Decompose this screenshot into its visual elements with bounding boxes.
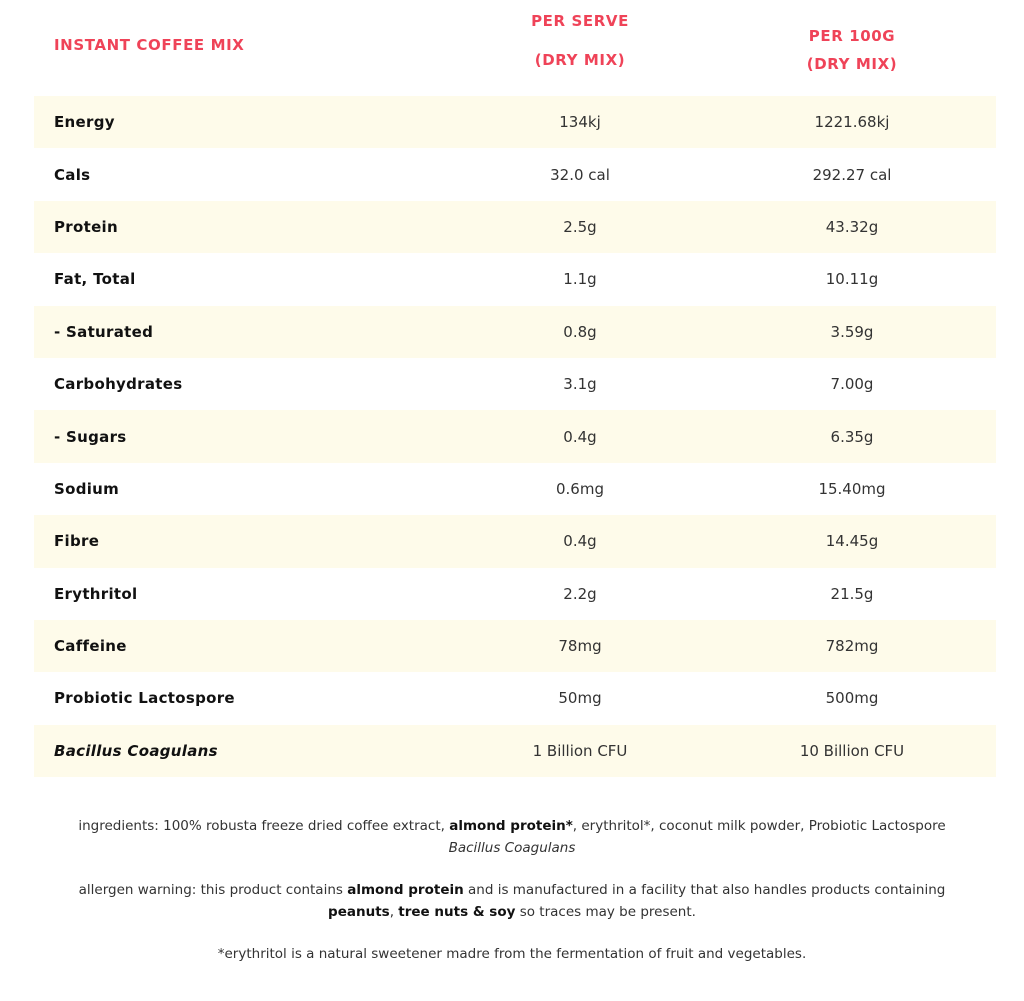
nutrient-name: Caffeine xyxy=(54,637,127,656)
per-serve-value: 0.8g xyxy=(563,322,597,341)
table-row xyxy=(34,410,996,462)
table-row xyxy=(34,148,996,200)
per-100g-value: 43.32g xyxy=(825,217,879,236)
per-100g-value: 292.27 cal xyxy=(812,165,892,184)
per-100g-value: 1221.68kj xyxy=(814,113,890,132)
column-header-per-100g-line1: PER 100G xyxy=(808,27,896,45)
nutrient-name: Erythritol xyxy=(54,584,138,603)
ingredients-middle: , erythritol*, coconut milk powder, Probiotic Lactospore xyxy=(572,818,946,834)
per-100g-value: 782mg xyxy=(825,637,879,656)
per-serve-value: 3.1g xyxy=(563,375,597,394)
nutrient-name: - Sugars xyxy=(54,427,127,446)
table-header xyxy=(34,0,996,96)
ingredients-prefix: ingredients: 100% robusta freeze dried coffee extract, xyxy=(78,818,450,834)
per-serve-value: 0.4g xyxy=(563,427,597,446)
column-header-per-100g-line2: (DRY MIX) xyxy=(806,55,898,73)
per-100g-value: 3.59g xyxy=(830,322,874,341)
table-body xyxy=(34,96,996,777)
table-row xyxy=(34,725,996,777)
ingredients-text xyxy=(24,815,1000,859)
column-header-per-serve xyxy=(480,12,680,69)
nutrient-name: Cals xyxy=(54,165,91,184)
allergen-peanuts: peanuts xyxy=(328,904,390,920)
per-serve-value: 50mg xyxy=(558,689,602,708)
per-serve-value: 0.6mg xyxy=(556,479,604,498)
nutrient-name: Fibre xyxy=(54,532,100,551)
nutrient-name: Sodium xyxy=(54,479,120,498)
per-serve-value: 1 Billion CFU xyxy=(532,741,628,760)
column-header-per-serve-line1: PER SERVE xyxy=(531,12,629,30)
per-100g-value: 6.35g xyxy=(830,427,874,446)
ingredients-bacillus: Bacillus Coagulans xyxy=(448,840,576,856)
per-serve-value: 134kj xyxy=(559,113,601,132)
allergen-warning xyxy=(24,879,1000,923)
per-100g-value: 21.5g xyxy=(830,584,874,603)
column-header-per-100g xyxy=(752,22,952,78)
allergen-middle: and is manufactured in a facility that also handles products containing xyxy=(463,882,946,898)
per-100g-value: 14.45g xyxy=(825,532,879,551)
table-row xyxy=(34,672,996,724)
nutrient-name: Bacillus Coagulans xyxy=(54,741,218,760)
per-serve-value: 0.4g xyxy=(563,532,597,551)
nutrient-name: Carbohydrates xyxy=(54,375,183,394)
per-serve-value: 1.1g xyxy=(563,270,597,289)
table-row xyxy=(34,568,996,620)
allergen-prefix: allergen warning: this product contains xyxy=(78,882,348,898)
table-row xyxy=(34,201,996,253)
allergen-suffix: so traces may be present. xyxy=(515,904,696,920)
table-row xyxy=(34,620,996,672)
table-row xyxy=(34,96,996,148)
per-serve-value: 2.5g xyxy=(563,217,597,236)
per-100g-value: 500mg xyxy=(825,689,879,708)
erythritol-footnote: *erythritol is a natural sweetener madre from the fermentation of fruit and vegetables. xyxy=(217,946,807,962)
per-100g-value: 15.40mg xyxy=(818,479,886,498)
per-100g-value: 7.00g xyxy=(830,375,874,394)
per-100g-value: 10 Billion CFU xyxy=(799,741,905,760)
allergen-almond-protein: almond protein xyxy=(347,882,464,898)
table-row xyxy=(34,306,996,358)
nutrient-name: - Saturated xyxy=(54,322,154,341)
per-100g-value: 10.11g xyxy=(825,270,879,289)
ingredients-almond-protein: almond protein* xyxy=(449,818,573,834)
table-row xyxy=(34,515,996,567)
per-serve-value: 32.0 cal xyxy=(550,165,610,184)
table-row xyxy=(34,463,996,515)
per-serve-value: 78mg xyxy=(558,637,602,656)
allergen-tree-nuts-soy: tree nuts & soy xyxy=(398,904,516,920)
table-title: INSTANT COFFEE MIX xyxy=(54,36,245,54)
nutrient-name: Protein xyxy=(54,217,118,236)
nutrient-name: Fat, Total xyxy=(54,270,136,289)
nutrition-table xyxy=(34,0,996,760)
allergen-sep: , xyxy=(389,904,399,920)
nutrient-name: Probiotic Lactospore xyxy=(54,689,235,708)
table-row xyxy=(34,253,996,305)
table-row xyxy=(34,358,996,410)
nutrient-name: Energy xyxy=(54,113,115,132)
per-serve-value: 2.2g xyxy=(563,584,597,603)
column-header-per-serve-line2: (DRY MIX) xyxy=(534,51,626,69)
